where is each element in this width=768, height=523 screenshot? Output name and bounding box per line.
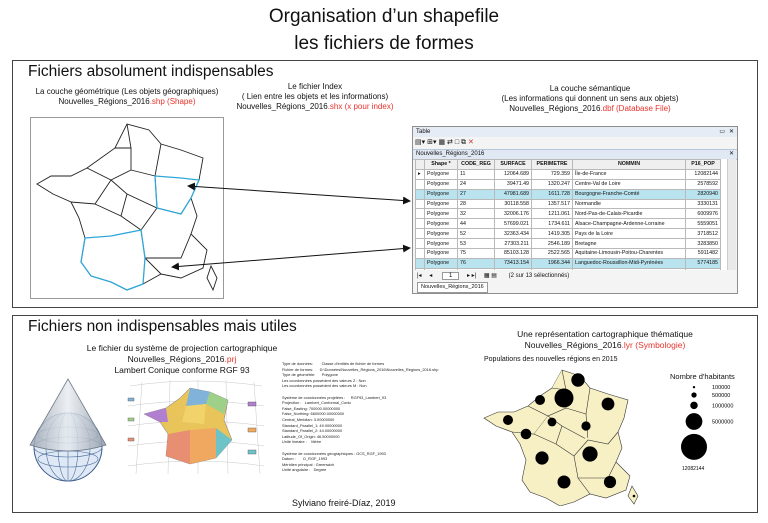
metadata-line: Unité angulaire : Degree <box>282 467 327 473</box>
metadata-line: Datum : D_RGF_1993 <box>282 456 328 462</box>
table-cell: 53 <box>458 239 495 249</box>
metadata-line: False_Easting: 700000.00000000 <box>282 405 341 411</box>
legend-label: 5000000 <box>712 419 734 426</box>
table-cell: 1211.061 <box>532 209 573 219</box>
table-grid <box>415 159 727 270</box>
table-cell: 57699.021 <box>495 219 532 229</box>
selection-status: (2 sur 13 sélectionnés) <box>508 273 570 279</box>
zoom-selected-icon[interactable]: ⧉ <box>461 139 467 146</box>
restore-icon[interactable]: ▭ <box>719 129 725 135</box>
attribute-table <box>415 159 721 270</box>
metadata-line: Standard_Parallel_1: 49.00000000 <box>282 422 343 428</box>
table-row[interactable] <box>416 169 721 179</box>
table-row[interactable] <box>416 249 721 259</box>
table-cell: 1320.247 <box>532 179 573 189</box>
top-heading: Fichiers absolument indispensables <box>28 63 274 80</box>
row-selector[interactable] <box>416 199 425 209</box>
lyr-file-name: Nouvelles_Régions_2016 <box>524 340 622 350</box>
conic-projection-globe <box>18 375 118 485</box>
table-cell: Bourgogne-Franche-Comté <box>573 189 686 199</box>
table-cell: Polygone <box>425 239 458 249</box>
geom-file-ext: .shp (Shape) <box>149 97 196 106</box>
table-cell: Pays de la Loire <box>573 229 686 239</box>
prj-caption-file <box>72 354 292 365</box>
table-row[interactable] <box>416 219 721 229</box>
table-cell: Alsace-Champagne-Ardenne-Lorraine <box>573 219 686 229</box>
column-header[interactable]: P16_POP <box>686 160 721 170</box>
row-selector[interactable] <box>416 239 425 249</box>
projection-metadata <box>282 361 482 473</box>
legend-circle <box>686 413 703 430</box>
table-cell: 1419.305 <box>532 229 573 239</box>
table-cell: 85103.128 <box>495 249 532 259</box>
legend-title: Nombre d'habitants <box>670 372 735 381</box>
row-selector-header <box>416 160 425 170</box>
table-cell: 5559051 <box>686 219 721 229</box>
table-status-bar <box>417 272 733 281</box>
metadata-line: False_Northing: 6600000.00000000 <box>282 411 345 417</box>
semantic-file-ext: .dbf (Database File) <box>600 104 671 113</box>
circle-bourgogne <box>581 421 590 430</box>
lyr-caption-line1: Une représentation cartographique thématique <box>517 329 693 339</box>
table-cell: Polygone <box>425 169 458 179</box>
prj-caption-line3: Lambert Conique conforme RGF 93 <box>114 365 250 375</box>
index-file-ext: .shx (x pour index) <box>327 102 394 111</box>
related-tables-icon[interactable]: ⊞▾ <box>427 139 437 146</box>
table-row[interactable] <box>416 239 721 249</box>
circle-normandie <box>535 395 545 405</box>
row-selector[interactable] <box>416 219 425 229</box>
credit-text: Sylviano freiré-Díaz, 2019 <box>292 498 396 508</box>
circle-occitanie <box>558 476 571 489</box>
column-header[interactable]: NOMMIN <box>573 160 686 170</box>
projection-grid-map <box>120 378 272 478</box>
table-row[interactable] <box>416 189 721 199</box>
legend-circle <box>690 402 697 409</box>
row-selector[interactable] <box>416 258 425 268</box>
table-cell: 6009976 <box>686 209 721 219</box>
table-cell: Polygone <box>425 219 458 229</box>
circle-grand-est <box>602 398 615 411</box>
layer-title: Nouvelles_Régions_2016 <box>416 151 485 157</box>
table-row[interactable] <box>416 199 721 209</box>
table-scrollbar[interactable] <box>727 159 736 270</box>
row-selector[interactable]: ▸ <box>416 169 425 179</box>
lyr-caption <box>490 329 720 351</box>
circle-bretagne <box>503 415 513 425</box>
table-cell: Aquitaine-Limousin-Poitou-Charentes <box>573 249 686 259</box>
metadata-line: Méridien principal : Greenwich <box>282 461 335 467</box>
index-file-name: Nouvelles_Régions_2016 <box>236 102 328 111</box>
table-cell: 32006.176 <box>495 209 532 219</box>
table-cell: 729.359 <box>532 169 573 179</box>
metadata-line: Latitude_Of_Origin: 46.50000000 <box>282 433 340 439</box>
arrow-occitanie <box>172 248 410 267</box>
legend-circle <box>691 392 696 397</box>
table-cell: 5774185 <box>686 258 721 268</box>
table-cell: 3718512 <box>686 229 721 239</box>
table-row[interactable] <box>416 258 721 268</box>
prev-record-icon[interactable]: ◂ <box>429 273 433 279</box>
layer-close-icon[interactable]: ✕ <box>728 151 734 157</box>
circle-centre <box>548 418 557 427</box>
metadata-line: Les coordonnées possèdent des valeurs M : Non <box>282 383 367 389</box>
table-cell: 3283850 <box>686 239 721 249</box>
last-record-icon[interactable]: ▸| <box>471 273 477 279</box>
geom-caption-line1: La couche géométrique (Les objets géographiques) <box>35 87 219 96</box>
circle-hauts-de-france <box>571 373 584 386</box>
table-cell: 5911482 <box>686 249 721 259</box>
table-toolbar <box>415 138 474 148</box>
table-cell: Île-de-France <box>573 169 686 179</box>
table-cell: Polygone <box>425 258 458 268</box>
table-row[interactable] <box>416 268 721 270</box>
table-cell: 32 <box>458 209 495 219</box>
projection-map <box>120 378 272 478</box>
table-cell: Polygone <box>425 179 458 189</box>
delete-selected-icon[interactable]: ✕ <box>467 139 474 146</box>
record-number-field[interactable]: 1 <box>442 272 459 280</box>
circle-ile-de-france <box>555 389 574 408</box>
show-selected-icon[interactable]: ▤ <box>491 273 497 279</box>
attribute-table-window <box>412 126 738 294</box>
semantic-caption-line1: La couche sémantique <box>549 84 631 93</box>
row-selector[interactable] <box>416 229 425 239</box>
column-header[interactable]: PERIMETRE <box>532 160 573 170</box>
table-cell: 28 <box>458 199 495 209</box>
table-cell: 12064.689 <box>495 169 532 179</box>
table-cell: 2820940 <box>686 189 721 199</box>
table-cell <box>458 268 495 270</box>
page-title-line2: les fichiers de formes <box>294 33 474 54</box>
prj-caption-line1: Le fichier du système de projection cartographique <box>86 343 278 353</box>
table-cell <box>425 268 458 270</box>
lyr-caption-file <box>490 340 720 351</box>
table-cell: Polygone <box>425 209 458 219</box>
switch-selection-icon[interactable]: ⇄ <box>447 139 453 146</box>
legend-label: 500000 <box>712 393 731 400</box>
lyr-file-ext: .lyr (Symbologie) <box>621 340 686 350</box>
circle-corse <box>633 495 636 498</box>
metadata-line: Projection : Lambert_Conformal_Conic <box>282 400 352 406</box>
table-cell: 73413.154 <box>495 258 532 268</box>
table-cell: Bretagne <box>573 239 686 249</box>
table-cell: 3330131 <box>686 199 721 209</box>
table-cell <box>573 268 686 270</box>
table-cell: 32363.434 <box>495 229 532 239</box>
row-selector[interactable] <box>416 268 425 270</box>
table-cell: 1357.517 <box>532 199 573 209</box>
row-selector[interactable] <box>416 249 425 259</box>
table-cell: 39471.49 <box>495 179 532 189</box>
table-cell: 76 <box>458 258 495 268</box>
legend-max-label: 12082144 <box>682 465 705 472</box>
table-cell: Polygone <box>425 189 458 199</box>
table-cell: Centre-Val de Loire <box>573 179 686 189</box>
table-cell: 24 <box>458 179 495 189</box>
table-cell: 1966.344 <box>532 258 573 268</box>
table-cell: 1611.728 <box>532 189 573 199</box>
table-cell: 27303.211 <box>495 239 532 249</box>
table-window-title: Table <box>416 129 431 135</box>
select-by-attributes-icon[interactable]: ▦ <box>438 139 446 146</box>
metadata-line: Standard_Parallel_2: 44.00000000 <box>282 428 343 434</box>
metadata-line: Système de coordonnées projetées : RGF93_Lambert_93 <box>282 394 387 400</box>
table-cell: Languedoc-Roussillon-Midi-Pyrénées <box>573 258 686 268</box>
close-icon[interactable]: ✕ <box>728 129 734 135</box>
clear-selection-icon[interactable]: □ <box>454 139 460 146</box>
table-row[interactable] <box>416 229 721 239</box>
legend-circle <box>681 434 707 460</box>
table-cell <box>686 268 721 270</box>
column-header[interactable]: CODE_REG <box>458 160 495 170</box>
table-cell: 11 <box>458 169 495 179</box>
column-header[interactable]: SURFACE <box>495 160 532 170</box>
metadata-line: Fichier de formes: D:\Données\Nouvelles_Régions_2016\Nouvelles_Régions_2016.shp <box>282 366 439 372</box>
table-options-icon[interactable]: ▤▾ <box>415 139 426 146</box>
semantic-file-name: Nouvelles_Régions_2016 <box>509 104 601 113</box>
thematic-map <box>482 366 642 506</box>
index-caption-line1: Le fichier Index <box>287 82 343 91</box>
row-selector[interactable] <box>416 179 425 189</box>
proportional-symbol-map <box>482 366 642 506</box>
index-caption-line2: ( Lien entre les objets et les informations) <box>241 92 389 101</box>
table-titlebar <box>413 127 737 137</box>
prj-file-name: Nouvelles_Régions_2016 <box>127 354 225 364</box>
metadata-line: Central_Meridian: 3.00000000 <box>282 416 335 422</box>
table-cell: 1734.611 <box>532 219 573 229</box>
metadata-line: Système de coordonnées géographiques : GCS_RGF_1993 <box>282 450 386 456</box>
table-cell: 12082144 <box>686 169 721 179</box>
page-title-line1: Organisation d’un shapefile <box>268 6 500 27</box>
metadata-line: Type de géométrie: Polygone <box>282 372 339 378</box>
table-cell: 30118.558 <box>495 199 532 209</box>
table-cell <box>495 268 532 270</box>
table-tab[interactable]: Nouvelles_Régions_2016 <box>417 282 488 293</box>
table-cell: 44 <box>458 219 495 229</box>
row-selector[interactable] <box>416 189 425 199</box>
circle-auvergne-rhone-alpes <box>582 446 597 461</box>
prj-file-ext: .prj <box>224 354 237 364</box>
table-cell <box>532 268 573 270</box>
thematic-map-title: Populations des nouvelles régions en 2015 <box>484 356 618 363</box>
circle-paca <box>604 476 616 488</box>
legend-symbols <box>680 380 760 490</box>
table-cell: 52 <box>458 229 495 239</box>
metadata-line: Type de données: Classe d'entités de fichier de formes <box>282 361 385 366</box>
next-record-icon[interactable]: ▸ <box>466 273 470 279</box>
table-cell: Nord-Pas-de-Calais-Picardie <box>573 209 686 219</box>
table-cell: 2522.565 <box>532 249 573 259</box>
legend-circle <box>693 386 695 388</box>
table-row[interactable] <box>416 209 721 219</box>
legend-label: 1000000 <box>712 403 734 410</box>
table-cell: 2578592 <box>686 179 721 189</box>
semantic-caption-line2: (Les informations qui donnent un sens aux objets) <box>501 94 679 103</box>
column-header[interactable]: Shape * <box>425 160 458 170</box>
arrow-bourgogne <box>188 186 410 201</box>
metadata-line: Les coordonnées possèdent des valeurs Z : Non <box>282 377 366 383</box>
table-cell: 47981.689 <box>495 189 532 199</box>
row-selector[interactable] <box>416 209 425 219</box>
table-cell: Polygone <box>425 249 458 259</box>
table-cell: Polygone <box>425 229 458 239</box>
table-cell: Normandie <box>573 199 686 209</box>
table-cell: 2546.189 <box>532 239 573 249</box>
table-cell: 75 <box>458 249 495 259</box>
table-row[interactable] <box>416 179 721 189</box>
geom-file-name: Nouvelles_Régions_2016 <box>58 97 150 106</box>
circle-pays-de-la-loire <box>521 429 532 440</box>
table-cell: Polygone <box>425 199 458 209</box>
first-record-icon[interactable]: |◂ <box>417 273 422 279</box>
metadata-line: Unité linéaire : Mètre <box>282 439 322 445</box>
table-cell: 27 <box>458 189 495 199</box>
show-all-icon[interactable]: ▦ <box>483 273 490 279</box>
bottom-heading: Fichiers non indispensables mais utiles <box>28 318 297 335</box>
prj-caption <box>72 343 292 376</box>
circle-nouvelle-aquitaine <box>535 451 548 464</box>
legend-label: 100000 <box>712 385 731 392</box>
